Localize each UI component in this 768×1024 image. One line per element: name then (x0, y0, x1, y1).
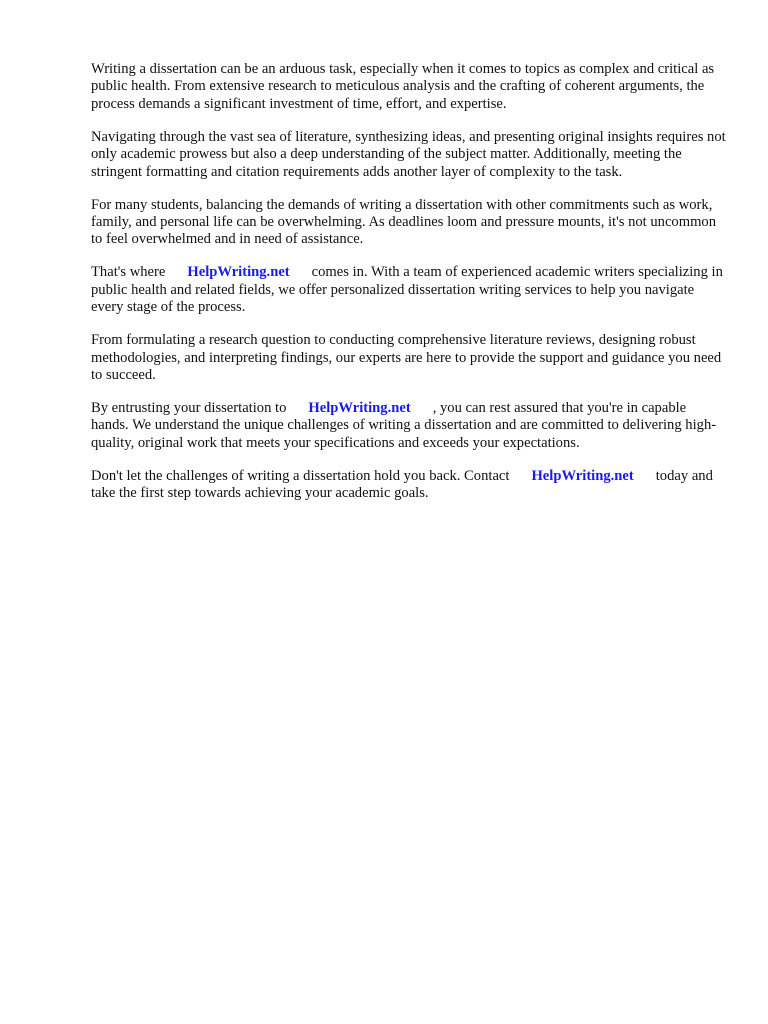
paragraph-intro-text: Writing a dissertation can be an arduous task, especially when it comes to topics as complex and critical as public health. From extensive research to meticulous analysis and the crafting of coherent arguments, the process demands a significant investment of time, effort, and expertise. (91, 61, 715, 112)
helpwriting-link[interactable]: HelpWriting.net (187, 264, 290, 281)
paragraph-service (91, 264, 727, 316)
document-page (91, 61, 727, 518)
paragraph-service-lead: That's where (91, 264, 166, 281)
paragraph-intro (91, 61, 727, 113)
paragraph-contact-lead: Don't let the challenges of writing a dissertation hold you back. Contact (91, 467, 510, 484)
helpwriting-link[interactable]: HelpWriting.net (308, 400, 411, 417)
paragraph-contact-rest: today and take the first step towards achieving your academic goals. (91, 467, 713, 502)
helpwriting-link[interactable]: HelpWriting.net (531, 467, 634, 484)
paragraph-balance (91, 197, 727, 249)
paragraph-literature-text: Navigating through the vast sea of literature, synthesizing ideas, and presenting original insights requires not only academic prowess but also a deep understanding of the subject matter. Additionally, meeting the stringent formatting and citation requirements adds another layer of complexity to the task. (91, 128, 726, 180)
paragraph-experts (91, 332, 727, 384)
paragraph-trust (91, 400, 727, 452)
paragraph-contact (91, 468, 727, 503)
paragraph-service-rest: comes in. With a team of experienced academic writers specializing in public health and related fields, we offer personalized dissertation writing services to help you navigate every stage of the process. (91, 264, 723, 316)
paragraph-trust-lead: By entrusting your dissertation to (91, 400, 287, 417)
paragraph-experts-text: From formulating a research question to conducting comprehensive literature reviews, designing robust methodologies, and interpreting findings, our experts are here to provide the support and guidance you need to succeed. (91, 332, 722, 384)
paragraph-trust-rest: , you can rest assured that you're in capable hands. We understand the unique challenges of writing a dissertation and are committed to delivering high-quality, original work that meets your specifications and exceeds your expectations. (91, 400, 717, 451)
paragraph-literature (91, 129, 727, 181)
paragraph-balance-text: For many students, balancing the demands of writing a dissertation with other commitments such as work, family, and personal life can be overwhelming. As deadlines loom and pressure mounts, it's not uncommon to feel overwhelmed and in need of assistance. (91, 196, 717, 248)
